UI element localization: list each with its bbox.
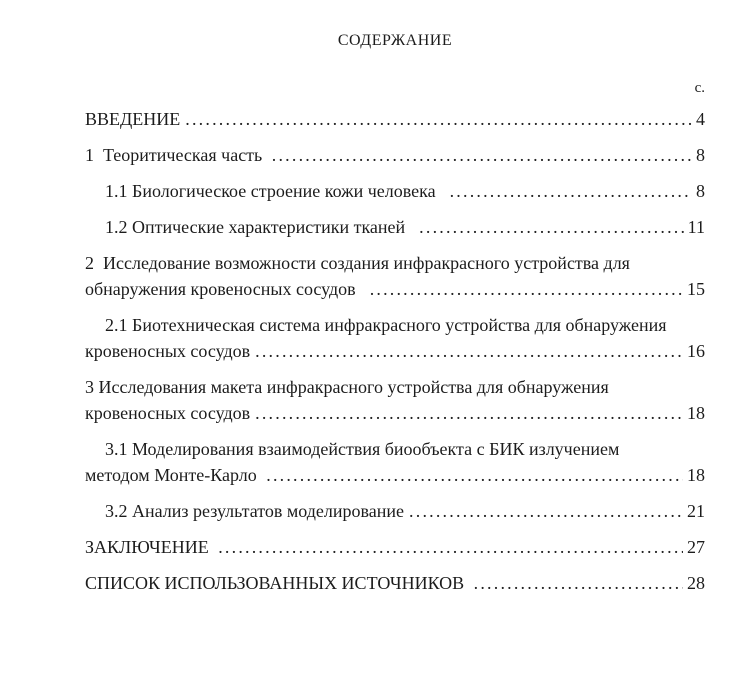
toc-entry-1-2[interactable] bbox=[85, 214, 705, 240]
toc-entry-row bbox=[85, 276, 705, 302]
toc-entry-row bbox=[85, 178, 705, 204]
toc-entry-row bbox=[85, 338, 705, 364]
toc-entry-row bbox=[85, 498, 705, 524]
toc-title: СОДЕРЖАНИЕ bbox=[337, 32, 453, 49]
toc-entry-page: 11 bbox=[687, 217, 705, 237]
dot-leader bbox=[255, 400, 683, 426]
toc-entry-row bbox=[85, 106, 705, 132]
toc-entry-2-1[interactable] bbox=[85, 312, 705, 364]
dot-leader bbox=[266, 462, 683, 488]
dot-leader bbox=[474, 570, 683, 596]
toc-entry-text-line2: кровеносных сосудов bbox=[85, 341, 251, 361]
toc-entry-row bbox=[85, 142, 705, 168]
toc-entry-row bbox=[85, 400, 705, 426]
toc-entry-page: 28 bbox=[687, 573, 705, 593]
toc-entry-text: СПИСОК ИСПОЛЬЗОВАННЫХ ИСТОЧНИКОВ bbox=[85, 573, 469, 593]
toc-entry-text-line1: 3 Исследования макета инфракрасного устройства для обнаружения bbox=[85, 377, 609, 397]
toc-entry-row bbox=[85, 570, 705, 596]
page-column-label: с. bbox=[694, 80, 705, 96]
toc-entry-3-2[interactable] bbox=[85, 498, 705, 524]
dot-leader bbox=[218, 534, 683, 560]
dot-leader bbox=[419, 214, 683, 240]
toc-entry-page: 8 bbox=[696, 145, 705, 165]
toc-entry-3[interactable] bbox=[85, 374, 705, 426]
toc-entry-text: ВВЕДЕНИЕ bbox=[85, 109, 181, 129]
toc-entry-1-1[interactable] bbox=[85, 178, 705, 204]
dot-leader bbox=[450, 178, 692, 204]
toc-entry-text-line1: 2.1 Биотехническая система инфракрасного устройства для обнаружения bbox=[105, 315, 667, 335]
toc-entry-introduction[interactable] bbox=[85, 106, 705, 132]
toc-entry-2[interactable] bbox=[85, 250, 705, 302]
toc-entry-page: 27 bbox=[687, 537, 705, 557]
toc-entry-row bbox=[85, 214, 705, 240]
toc-entry-page: 18 bbox=[687, 403, 705, 423]
toc-entry-references[interactable] bbox=[85, 570, 705, 596]
toc-entry-conclusion[interactable] bbox=[85, 534, 705, 560]
toc-entry-text: 1.1 Биологическое строение кожи человека bbox=[105, 181, 445, 201]
toc-entry-page: 16 bbox=[687, 341, 705, 361]
toc-entry-page: 18 bbox=[687, 465, 705, 485]
toc-entry-text-line1: 2 Исследование возможности создания инфракрасного устройства для bbox=[85, 253, 630, 273]
toc-entry-text-line2: кровеносных сосудов bbox=[85, 403, 251, 423]
toc-entry-text-line2: методом Монте-Карло bbox=[85, 465, 262, 485]
dot-leader bbox=[255, 338, 683, 364]
toc-entry-text: ЗАКЛЮЧЕНИЕ bbox=[85, 537, 214, 557]
dot-leader bbox=[185, 106, 692, 132]
toc-entry-row bbox=[85, 534, 705, 560]
toc-entry-text: 1.2 Оптические характеристики тканей bbox=[105, 217, 415, 237]
toc-entry-page: 21 bbox=[687, 501, 705, 521]
table-of-contents bbox=[85, 106, 705, 596]
toc-entry-text-line1: 3.1 Моделирования взаимодействия биообъекта с БИК излучением bbox=[105, 439, 620, 459]
toc-entry-page: 8 bbox=[696, 181, 705, 201]
toc-entry-1[interactable] bbox=[85, 142, 705, 168]
dot-leader bbox=[370, 276, 683, 302]
toc-entry-page: 15 bbox=[687, 279, 705, 299]
toc-entry-3-1[interactable] bbox=[85, 436, 705, 488]
toc-entry-row bbox=[85, 462, 705, 488]
toc-entry-text: 1 Теоритическая часть bbox=[85, 145, 267, 165]
dot-leader bbox=[409, 498, 683, 524]
toc-entry-text: 3.2 Анализ результатов моделирование bbox=[105, 501, 405, 521]
dot-leader bbox=[272, 142, 692, 168]
toc-entry-text-line2: обнаружения кровеносных сосудов bbox=[85, 279, 365, 299]
toc-entry-page: 4 bbox=[696, 109, 705, 129]
